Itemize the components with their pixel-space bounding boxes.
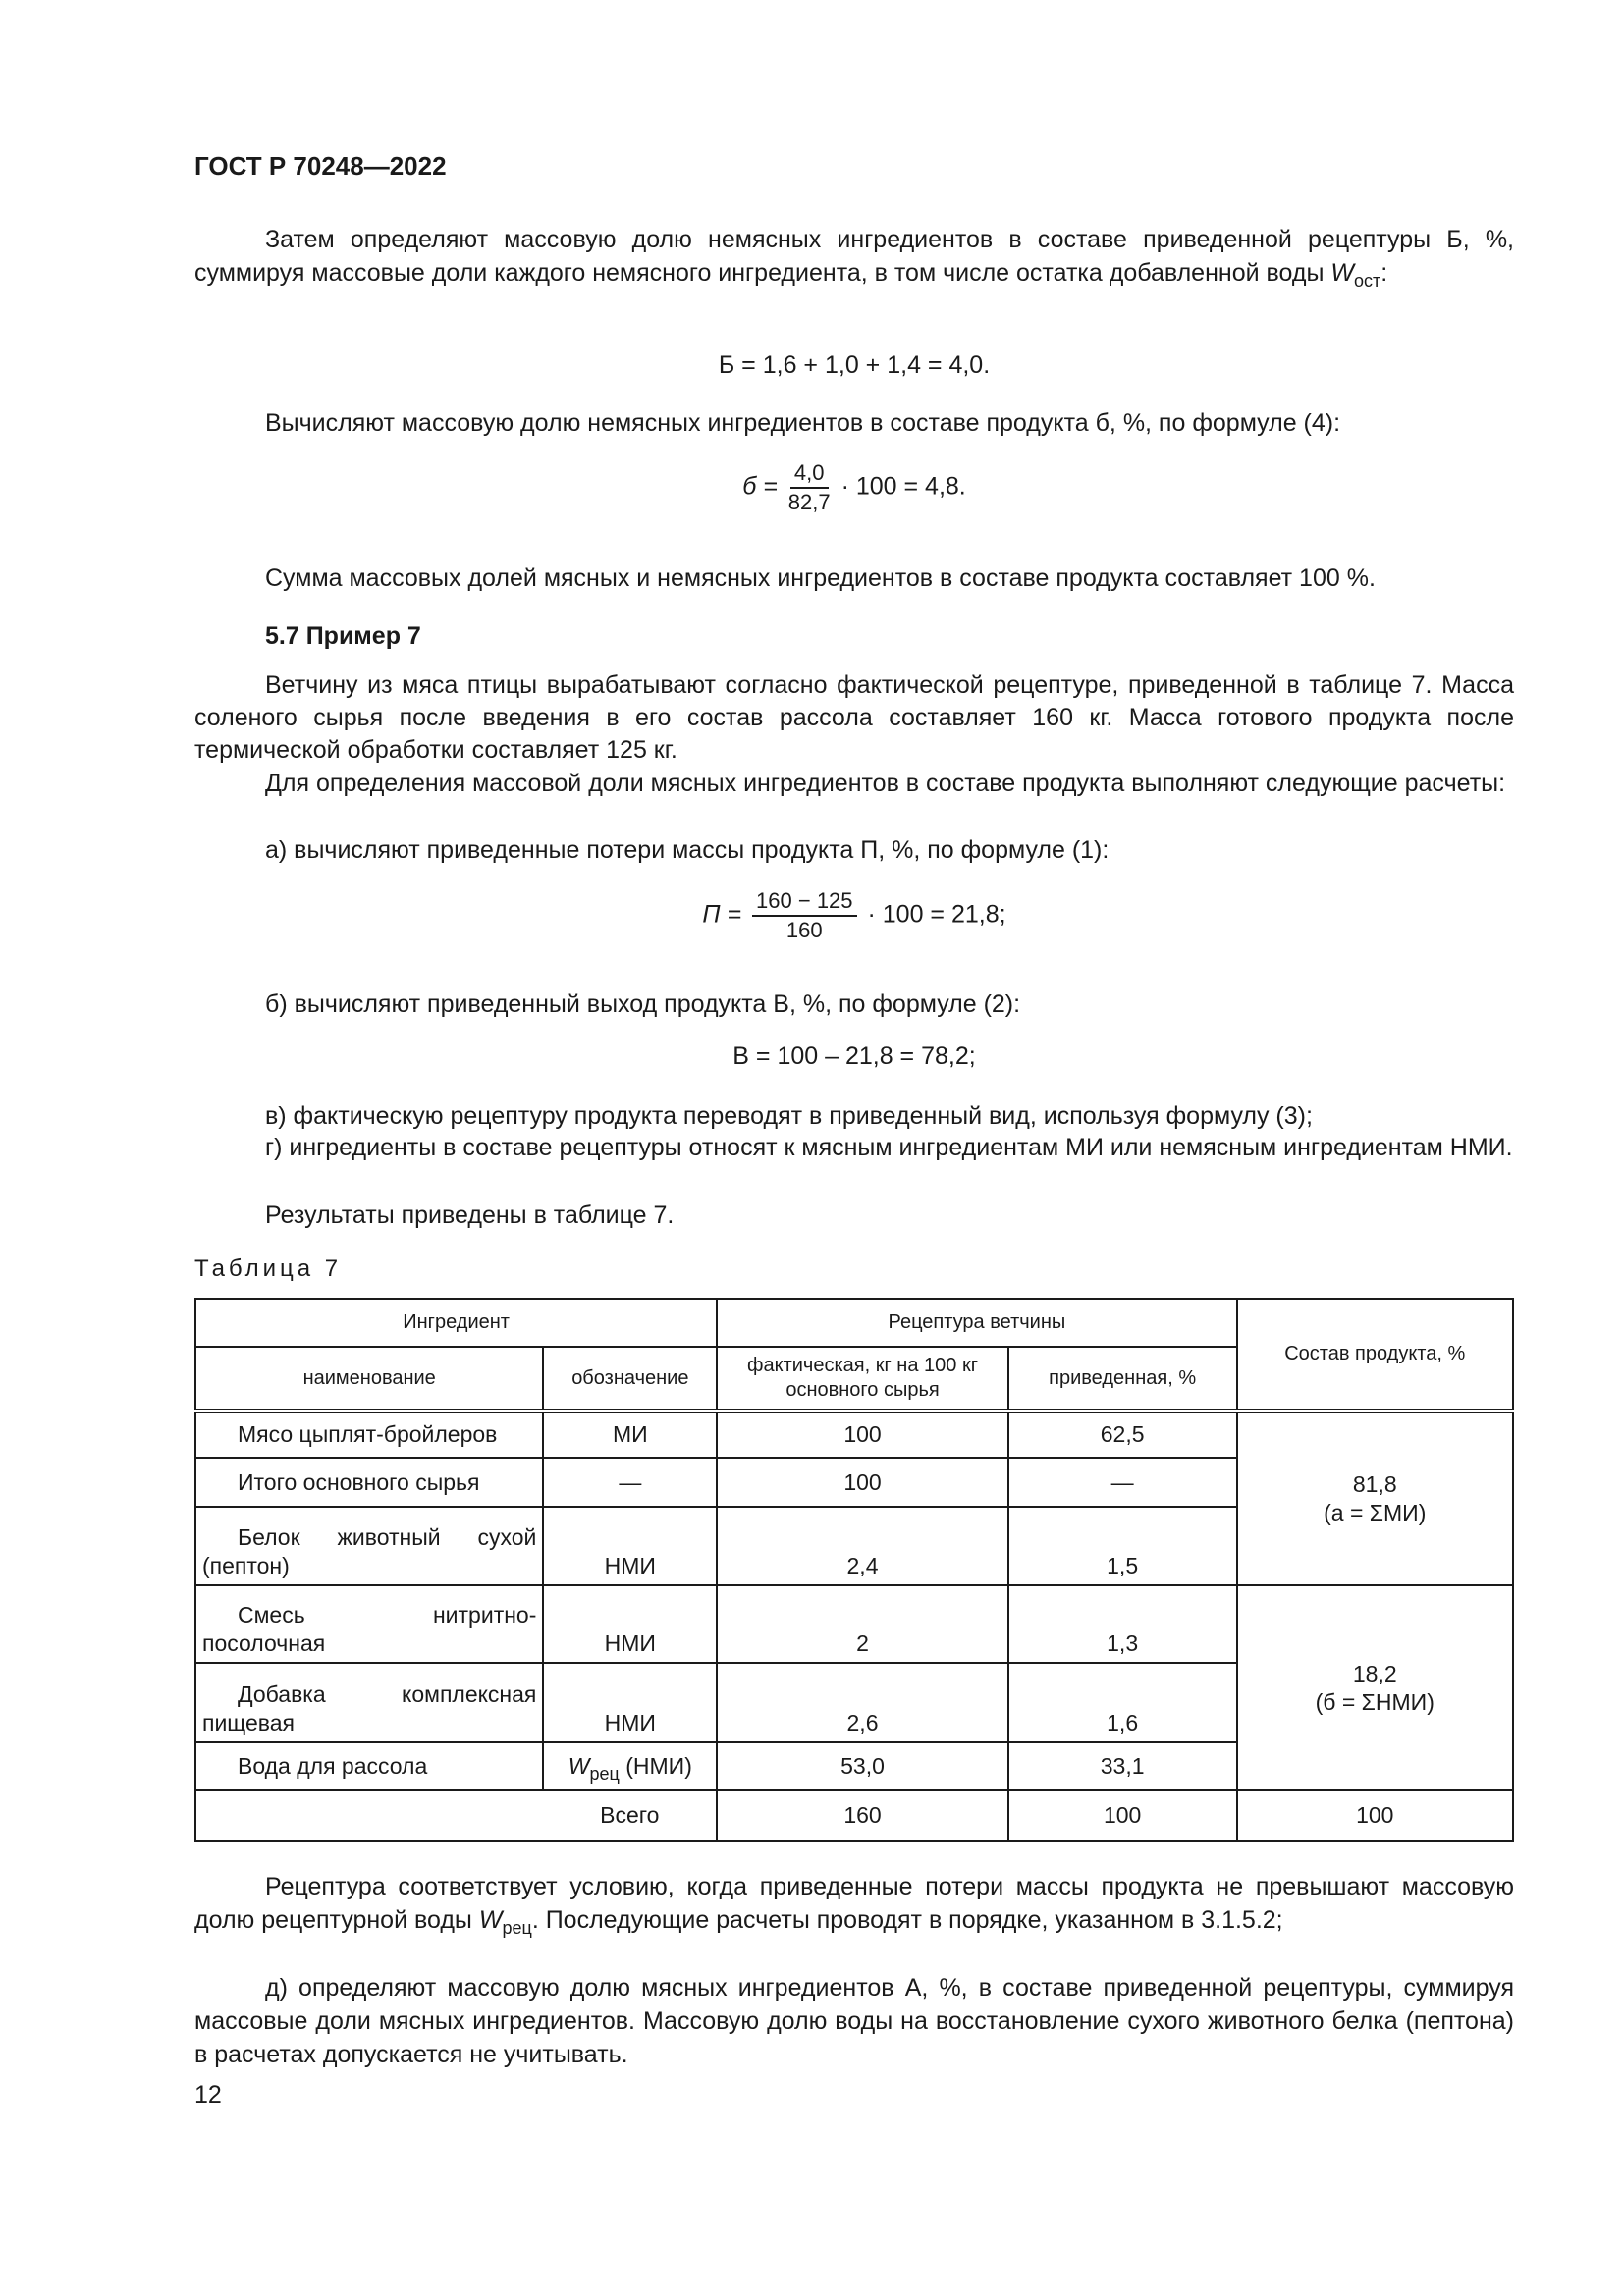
formula-fraction-p — [194, 887, 1514, 944]
paragraph: Для определения массовой доли мясных ингредиентов в составе продукта выполняют следующие расчеты: — [265, 770, 1506, 797]
cell-actual: 2,4 — [717, 1507, 1008, 1585]
cell-total-actual: 160 — [717, 1790, 1008, 1841]
cell-name: Вода для рассола — [195, 1742, 543, 1790]
paragraph: Затем определяют массовую долю немясных ингредиентов в составе приведенной рецептуры Б, %, суммируя массовые доли каждого немясного ингредиента, в том числе остатка добавленной воды $W_{ост}$: — [194, 226, 1514, 291]
fraction — [788, 459, 831, 516]
header-actual: фактическая, кг на 100 кг основного сырья — [717, 1347, 1008, 1411]
paragraph-text: Рецептура соответствует условию, когда приведенные потери массы продукта не превышают массовую долю рецептурной воды — [194, 1873, 1514, 1934]
cell-reduced: 1,5 — [1008, 1507, 1237, 1585]
cell-reduced: 1,3 — [1008, 1585, 1237, 1663]
formula-rhs: · 100 = 21,8; — [867, 900, 1006, 929]
variable: W — [1330, 259, 1354, 287]
numerator: 160 − 125 — [752, 887, 856, 917]
cell-name: Итого основного сырья — [195, 1458, 543, 1507]
cell-designation — [543, 1742, 717, 1790]
paragraph-text: Затем определяют массовую долю немясных ингредиентов в составе приведенной рецептуры Б, %, суммируя массовые доли каждого немясного ингредиента, в том числе остатка добавленной воды — [194, 226, 1514, 287]
paragraph: Вычисляют массовую долю немясных ингредиентов в составе продукта б, %, по формуле (4): — [265, 409, 1341, 437]
table-caption: Таблица 7 — [194, 1255, 343, 1282]
document-header: ГОСТ Р 70248—2022 — [194, 151, 447, 181]
paragraph: Результаты приведены в таблице 7. — [265, 1201, 675, 1229]
variable: W — [568, 1753, 590, 1779]
header-ingredient: Ингредиент — [195, 1299, 717, 1347]
list-item-a: а) вычисляют приведенные потери массы продукта П, %, по формуле (1): — [265, 836, 1110, 864]
recipe-table — [194, 1298, 1514, 1842]
cell-composition-nonmeat — [1237, 1585, 1514, 1790]
cell-actual: 100 — [717, 1458, 1008, 1507]
cell-total-composition: 100 — [1237, 1790, 1514, 1841]
list-item-d: д) определяют массовую долю мясных ингредиентов А, %, в составе приведенной рецептуры, суммируя массовые доли мясных ингредиентов. Массовую долю воды на восстановление сухого животного белка (пептона) в расчетах допускается не учитывать. — [194, 1974, 1514, 2068]
list-item-b: б) вычисляют приведенный выход продукта В, %, по формуле (2): — [265, 990, 1021, 1018]
denominator: 160 — [785, 918, 823, 942]
group-value: 18,2 — [1352, 1660, 1397, 1686]
cell-designation: МИ — [543, 1411, 717, 1458]
header-composition: Состав продукта, % — [1237, 1299, 1514, 1411]
cell-reduced: — — [1008, 1458, 1237, 1507]
cell-actual: 2,6 — [717, 1663, 1008, 1742]
header-recipe: Рецептура ветчины — [717, 1299, 1236, 1347]
cell-reduced: 1,6 — [1008, 1663, 1237, 1742]
formula-fraction-b — [194, 459, 1514, 516]
cell-designation: — — [543, 1458, 717, 1507]
cell-reduced: 33,1 — [1008, 1742, 1237, 1790]
cell-total-reduced: 100 — [1008, 1790, 1237, 1841]
cell-name: Белок животный сухой (пептон) — [195, 1507, 543, 1585]
formula-b: Б = 1,6 + 1,0 + 1,4 = 4,0. — [718, 351, 991, 379]
numerator: 4,0 — [790, 459, 829, 489]
page-number: 12 — [194, 2081, 222, 2109]
cell-actual: 100 — [717, 1411, 1008, 1458]
fraction — [752, 887, 856, 944]
cell-actual: 53,0 — [717, 1742, 1008, 1790]
group-formula: (а = ΣМИ) — [1324, 1499, 1427, 1525]
table-row — [195, 1411, 1513, 1458]
header-name: наименование — [195, 1347, 543, 1411]
group-value: 81,8 — [1352, 1470, 1397, 1497]
formula-v: В = 100 – 21,8 = 78,2; — [732, 1042, 976, 1070]
formula-lhs: П = — [702, 900, 742, 929]
subscript: рец — [502, 1918, 532, 1938]
cell-composition-meat — [1237, 1411, 1514, 1585]
subscript: рец — [589, 1764, 620, 1784]
cell-name: Добавка комплексная пищевая — [195, 1663, 543, 1742]
cell-name: Мясо цыплят-бройлеров — [195, 1411, 543, 1458]
header-designation: обозначение — [543, 1347, 717, 1411]
section-heading: 5.7 Пример 7 — [265, 622, 421, 650]
subscript: ост — [1353, 271, 1381, 291]
cell-name: Смесь нитритно-посолочная — [195, 1585, 543, 1663]
list-item-v: в) фактическую рецептуру продукта переводят в приведенный вид, используя формулу (3); — [265, 1102, 1313, 1130]
header-reduced: приведенная, % — [1008, 1347, 1237, 1411]
formula-lhs: б = — [742, 472, 778, 501]
cell-actual: 2 — [717, 1585, 1008, 1663]
cell-reduced: 62,5 — [1008, 1411, 1237, 1458]
variable: W — [478, 1906, 503, 1934]
formula-rhs: · 100 = 4,8. — [840, 472, 966, 501]
table-row — [195, 1585, 1513, 1663]
table-total-row — [195, 1790, 1513, 1841]
denominator: 82,7 — [787, 490, 831, 514]
cell-total-label: Всего — [543, 1790, 717, 1841]
paragraph: Ветчину из мяса птицы вырабатывают согласно фактической рецептуре, приведенной в таблице 7. Масса соленого сырья после введения в его состав рассола составляет 160 кг. Масса готового продукта после термической обработки составляет 125 кг. — [194, 671, 1514, 764]
list-item-g: г) ингредиенты в составе рецептуры относят к мясным ингредиентам МИ или немясным ингредиентам НМИ. — [265, 1134, 1513, 1161]
paragraph-text: . Последующие расчеты проводят в порядке, указанном в 3.1.5.2; — [531, 1906, 1283, 1934]
cell-designation: НМИ — [543, 1507, 717, 1585]
paragraph: Сумма массовых долей мясных и немясных ингредиентов в составе продукта составляет 100 %. — [265, 564, 1376, 592]
group-formula: (б = ΣНМИ) — [1315, 1688, 1435, 1715]
paragraph — [194, 1870, 1514, 1937]
cell-designation: НМИ — [543, 1585, 717, 1663]
cell-designation: НМИ — [543, 1663, 717, 1742]
cell-empty — [195, 1790, 543, 1841]
designation-text: (НМИ) — [625, 1753, 692, 1779]
